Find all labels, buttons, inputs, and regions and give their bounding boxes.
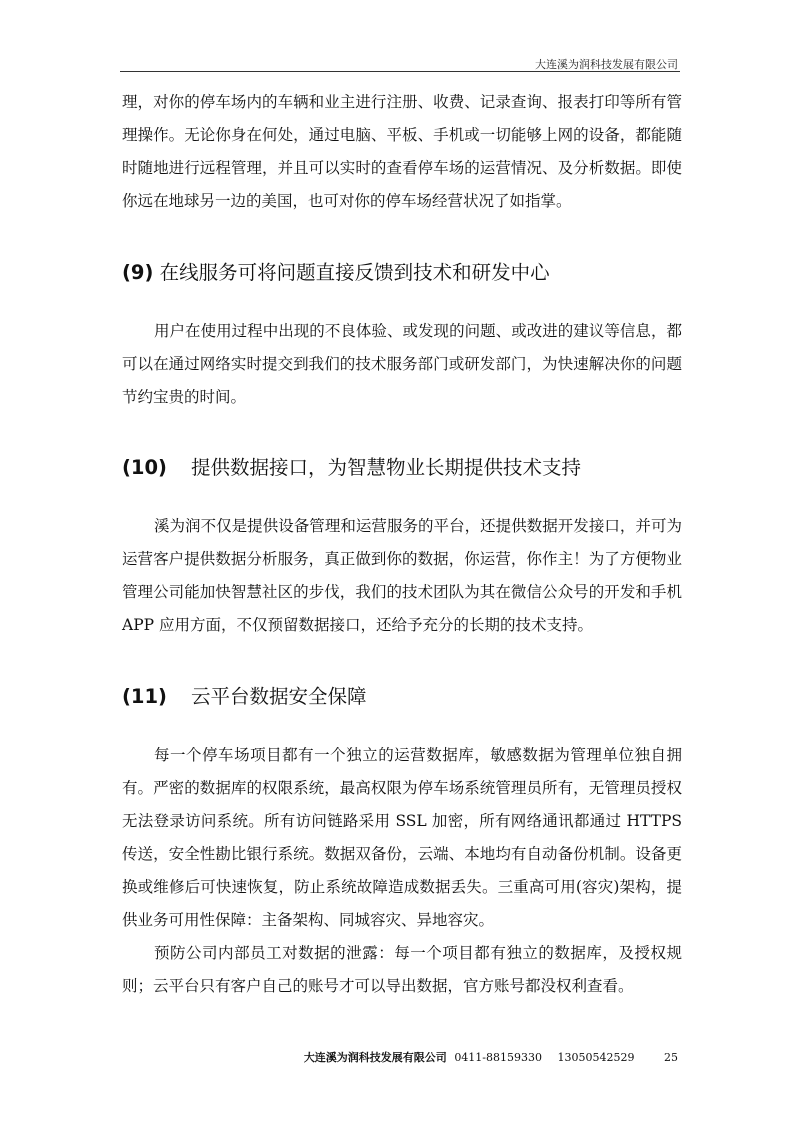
footer-company-name: 大连溪为润科技发展有限公司 — [303, 1051, 447, 1064]
section-number: (9) — [122, 261, 154, 284]
section-title: 云平台数据安全保障 — [190, 685, 367, 708]
footer-mobile: 13050542529 — [557, 1051, 635, 1064]
continued-paragraph: 理，对你的停车场内的车辆和业主进行注册、收费、记录查询、报表打印等所有管理操作。无论你身在何处，通过电脑、平板、手机或一切能够上网的设备，都能随时随地进行远程管理，并且可以实时的查看停车场的运营情况、及分析数据。即使你远在地球另一边的美国，也可对你的停车场经营状况了如指掌。 — [122, 93, 682, 210]
section-title: 在线服务可将问题直接反馈到技术和研发中心 — [159, 261, 550, 284]
page-number: 25 — [664, 1051, 678, 1064]
section-11-paragraph-1: 每一个停车场项目都有一个独立的运营数据库，敏感数据为管理单位独自拥有。严密的数据库的权限系统，最高权限为停车场系统管理员所有，无管理员授权无法登录访问系统。所有访问链路采用 SSL 加密，所有网络通讯都通过 HTTPS 传送，安全性勘比银行系统。数据双备份，云端、本地均有自动备份机制。设备更换或维修后可快速恢复，防止系统故障造成数据丢失。三重高可用(容灾)架构，提供业务可用性保障：主备架构、同城容灾、异地容灾。 — [122, 746, 682, 929]
footer-phone: 0411-88159330 — [454, 1051, 543, 1064]
section-heading-9 — [122, 259, 682, 287]
section-11-paragraph-2: 预防公司内部员工对数据的泄露：每一个项目都有独立的数据库，及授权规则；云平台只有客户自己的账号才可以导出数据，官方账号都没权利查看。 — [122, 944, 682, 995]
page-body — [122, 86, 682, 1003]
section-heading-10 — [122, 454, 682, 482]
header-company-name: 大连溪为润科技发展有限公司 — [535, 58, 678, 71]
section-10-paragraph: 溪为润不仅是提供设备管理和运营服务的平台，还提供数据开发接口，并可为运营客户提供数据分析服务，真正做到你的数据，你运营，你作主！为了方便物业管理公司能加快智慧社区的步伐，我们的技术团队为其在微信公众号的开发和手机 APP 应用方面，不仅预留数据接口，还给予充分的长期的技术支持。 — [122, 517, 682, 634]
section-heading-11 — [122, 683, 682, 711]
section-9-paragraph: 用户在使用过程中出现的不良体验、或发现的问题、或改进的建议等信息，都可以在通过网络实时提交到我们的技术服务部门或研发部门，为快速解决你的问题节约宝贵的时间。 — [122, 322, 682, 406]
header-divider — [120, 71, 680, 72]
section-title: 提供数据接口，为智慧物业长期提供技术支持 — [190, 456, 581, 479]
section-number: (11) — [122, 685, 167, 708]
section-number: (10) — [122, 456, 167, 479]
page-footer — [304, 1049, 678, 1065]
